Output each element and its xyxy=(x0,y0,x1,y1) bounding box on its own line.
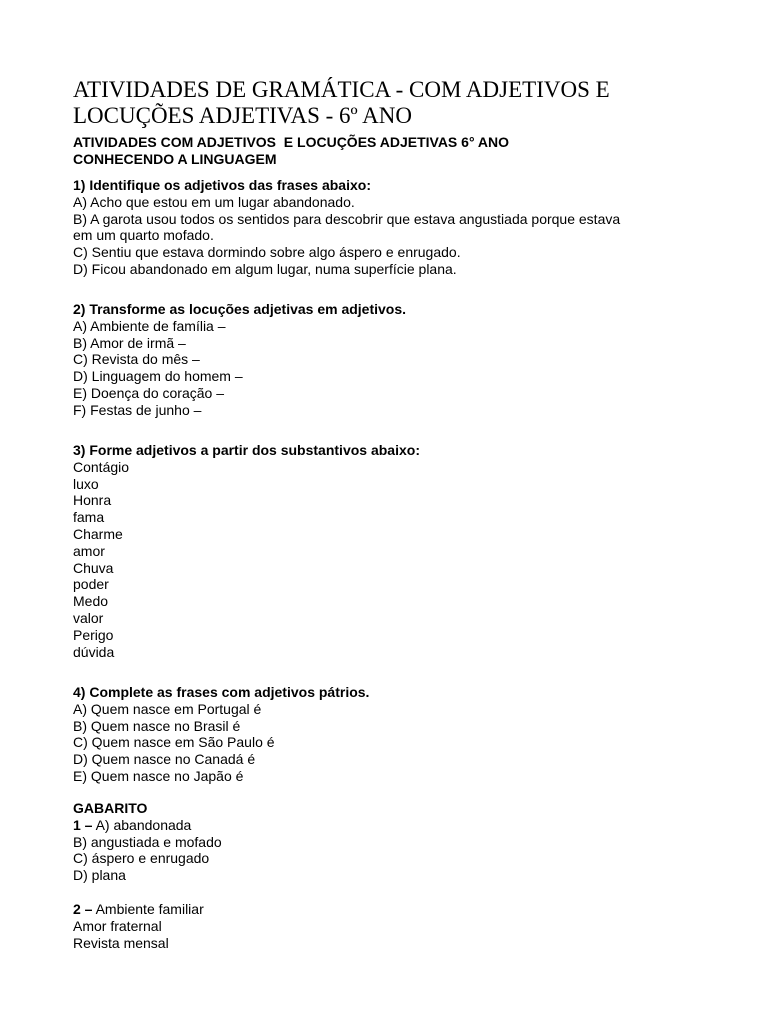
question-4-line: E) Quem nasce no Japão é xyxy=(73,767,244,784)
question-3-word: poder xyxy=(73,576,109,593)
question-4-line: A) Quem nasce em Portugal é xyxy=(73,700,262,717)
question-4-line: B) Quem nasce no Brasil é xyxy=(73,717,241,734)
question-4-title: 4) Complete as frases com adjetivos pátrios. xyxy=(73,684,370,700)
question-2-title: 2) Transforme as locuções adjetivas em adjetivos. xyxy=(73,301,407,317)
document-subtitle xyxy=(73,134,733,168)
subtitle-line-1: ATIVIDADES COM ADJETIVOS E LOCUÇÕES ADJETIVAS 6° ANO xyxy=(73,134,510,150)
question-3-word: Honra xyxy=(73,492,112,509)
answer-2 xyxy=(73,901,733,951)
question-2 xyxy=(73,301,733,419)
question-4-line: D) Quem nasce no Canadá é xyxy=(73,751,256,768)
answer-key-title: GABARITO xyxy=(73,800,148,816)
question-1-line: B) A garota usou todos os sentidos para descobrir que estava angustiada porque estava xyxy=(73,210,621,227)
question-1-line: em um quarto mofado. xyxy=(73,227,214,244)
question-4 xyxy=(73,684,733,785)
question-2-line: B) Amor de irmã – xyxy=(73,334,186,351)
answer-2-line: Amor fraternal xyxy=(73,917,162,934)
question-3-word: Medo xyxy=(73,593,109,610)
answer-1-line: D) plana xyxy=(73,867,126,884)
document-title xyxy=(73,77,733,129)
question-3-word: Chuva xyxy=(73,559,114,576)
question-3-word: amor xyxy=(73,542,105,559)
answer-2-text: Ambiente familiar xyxy=(92,901,204,917)
answer-2-first-line xyxy=(73,901,733,918)
question-3-word: valor xyxy=(73,609,104,626)
question-2-line: A) Ambiente de família – xyxy=(73,317,226,334)
answer-1-first-line xyxy=(73,817,733,834)
question-3-word: luxo xyxy=(73,475,99,492)
title-line-1: ATIVIDADES DE GRAMÁTICA - COM ADJETIVOS E xyxy=(73,77,610,102)
question-2-line: D) Linguagem do homem – xyxy=(73,368,243,385)
question-1 xyxy=(73,177,733,278)
answer-2-line: Revista mensal xyxy=(73,934,169,951)
answer-2-number: 2 – xyxy=(73,901,93,917)
answer-1-text: A) abandonada xyxy=(92,816,192,833)
answer-key xyxy=(73,800,733,884)
answer-1-line: B) angustiada e mofado xyxy=(73,833,222,850)
question-2-line: F) Festas de junho – xyxy=(73,401,202,418)
question-3-word: Contágio xyxy=(73,458,130,475)
question-3 xyxy=(73,442,733,660)
question-1-title: 1) Identifique os adjetivos das frases abaixo: xyxy=(73,177,371,193)
question-2-line: C) Revista do mês – xyxy=(73,351,200,368)
question-4-line: C) Quem nasce em São Paulo é xyxy=(73,734,275,751)
question-3-word: fama xyxy=(73,509,105,526)
answer-1-line: C) áspero e enrugado xyxy=(73,850,210,867)
question-1-line: A) Acho que estou em um lugar abandonado. xyxy=(73,193,355,210)
question-3-title: 3) Forme adjetivos a partir dos substantivos abaixo: xyxy=(73,442,420,458)
question-1-line: D) Ficou abandonado em algum lugar, numa superfície plana. xyxy=(73,260,457,277)
answer-1-number: 1 – xyxy=(73,816,93,833)
question-3-word: Charme xyxy=(73,525,123,542)
subtitle-line-2: CONHECENDO A LINGUAGEM xyxy=(73,151,277,167)
question-3-word: Perigo xyxy=(73,626,114,643)
question-1-line: C) Sentiu que estava dormindo sobre algo áspero e enrugado. xyxy=(73,244,461,261)
title-line-2: LOCUÇÕES ADJETIVAS - 6º ANO xyxy=(73,103,412,128)
question-3-word: dúvida xyxy=(73,643,115,660)
question-2-line: E) Doença do coração – xyxy=(73,384,224,401)
